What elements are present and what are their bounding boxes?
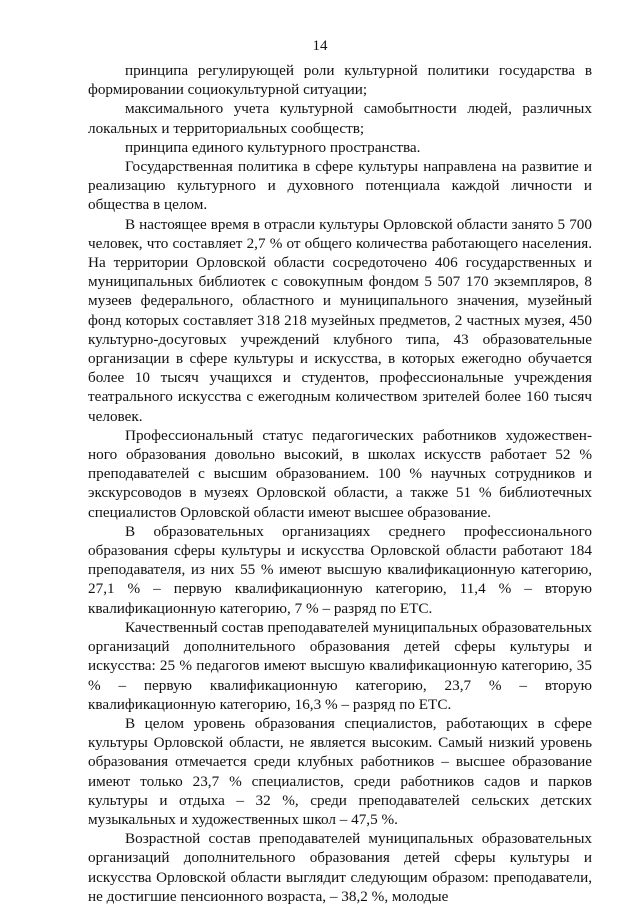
paragraph-principle-regulating-role: принципа регулирующей роли культурной политики государства в формировании социокультурной ситуации; — [88, 62, 592, 99]
paragraph-age-composition: Возрастной состав преподавателей муниципальных образовательных организаций дополнительного образования детей сферы культуры и искусства Орловской области выглядит следующим образом: преподаватели, не достигшие пенсионного возраста, – 38,2 %, молодые — [88, 830, 592, 905]
paragraph-additional-education-teachers: Качественный состав преподавателей муниципальных образовательных организаций дополнительного образования детей сферы культуры и искусства: 25 % педагогов имеют высшую квалификационную категорию, 35 % – первую квалификационную категорию, 23,7 % – вторую квалификационную категорию, 16,3 % – разряд по ЕТС. — [88, 618, 592, 713]
paragraph-single-cultural-space: принципа единого культурного пространства. — [125, 138, 421, 156]
paragraph-secondary-vocational-teachers: В образовательных организациях среднего профессионального образования сферы культуры и искусства Орловской области работают 184 преподавателя, из них 55 % имеют высшую квалификационную категорию, 27,1 % – первую квалификационную категорию, 11,4 % – вторую квалификационную категорию, 7 % – разряд по ЕТС. — [88, 522, 592, 617]
page-number: 14 — [312, 38, 328, 54]
paragraph-professional-status: Профессиональный статус педагогических работников художественного образования довольно высокий, в школах искусств работает 52 % преподавателей с высшим образованием. 100 % научных сотрудников и экскурсоводов в музеях Орловской области, а также 51 % библиотечных специалистов Орловской области имеют высшее образование. — [88, 426, 592, 521]
paragraph-state-policy: Государственная политика в сфере культуры направлена на развитие и реализацию культурного и духовного потенциала каждой личности и общества в целом. — [88, 158, 592, 214]
paragraph-cultural-identity: максимального учета культурной самобытности людей, различных локальных и территориальных сообществ; — [88, 100, 592, 137]
paragraph-education-level: В целом уровень образования специалистов, работающих в сфере культуры Орловской области, не является высоким. Самый низкий уровень образования отмечается среди клубных работников – высшее образование имеют только 23,7 % специалистов, среди работников садов и парков культуры и отдыха – 32 %, среди преподавателей сельских детских музыкальных и художественных школ – 47,5 %. — [88, 714, 592, 828]
document-body — [88, 61, 592, 906]
paragraph-culture-sector-statistics: В настоящее время в отрасли культуры Орловской области занято 5 700 человек, что составляет 2,7 % от общего количества работающего населения. На территории Орловской области сосредоточено 406 государственных и муниципальных библиотек с совокупным фондом 5 507 170 экземпляров, 8 музеев федерального, областного и муниципального значения, музейный фонд которых составляет 318 218 музейных предметов, 2 частных музея, 450 культурно-досуговых учреждений клубного типа, 43 образовательные организации в сфере культуры и искусства, в которых ежегодно обучается более 10 тысяч учащихся и студентов, профессиональные учреждения театрального искусства с ежегодным количеством зрителей более 160 тысяч человек. — [88, 215, 592, 425]
